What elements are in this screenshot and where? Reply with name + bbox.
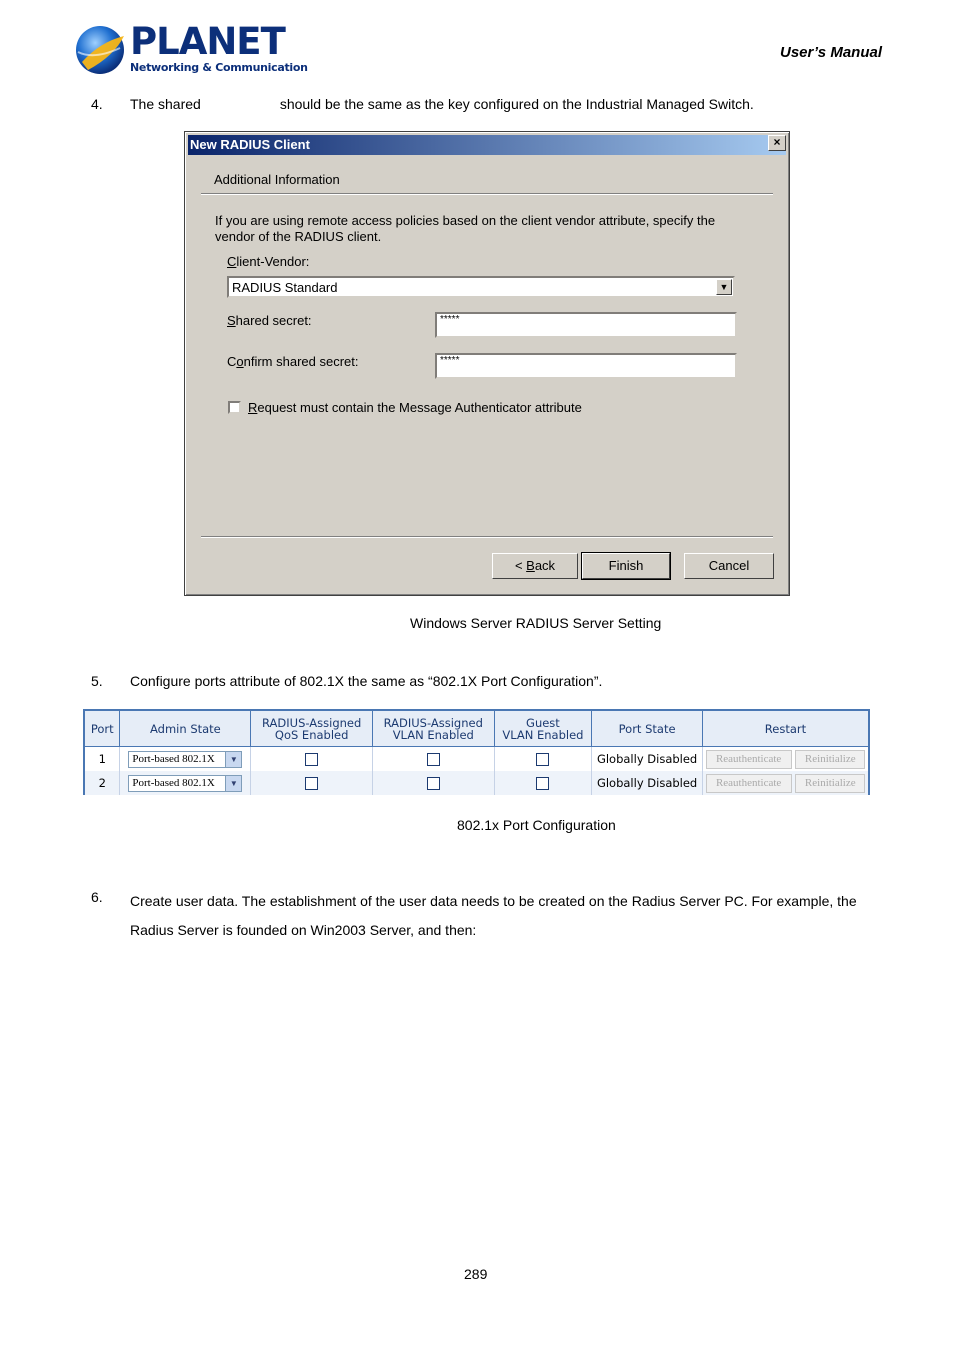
step-number: 4. [91, 96, 103, 112]
step-line: Create user data. The establishment of the user data needs to be created on the Radius Server PC. For example, the [130, 893, 857, 909]
divider [201, 193, 773, 195]
shared-secret-label [227, 313, 312, 328]
brand-name: PLANET [130, 20, 285, 63]
figure-caption: Windows Server RADIUS Server Setting [410, 615, 662, 631]
col-qos [251, 710, 373, 747]
col-port: Port [84, 710, 120, 747]
header-line: Guest [526, 715, 560, 730]
table-row [84, 747, 869, 772]
manual-label: User’s Manual [780, 44, 882, 61]
select-value: Port-based 802.1X [132, 776, 215, 789]
guest-cell [494, 747, 592, 772]
restart-cell [702, 771, 869, 795]
header-line: RADIUS-Assigned [383, 715, 483, 730]
col-admin-state: Admin State [120, 710, 251, 747]
new-radius-client-dialog [184, 131, 790, 596]
vlan-checkbox[interactable] [427, 753, 440, 766]
step-number: 5. [91, 673, 103, 689]
reauthenticate-button[interactable]: Reauthenticate [706, 774, 792, 793]
admin-state-select[interactable] [128, 775, 242, 792]
description-line: If you are using remote access policies based on the client vendor attribute, specify the [215, 213, 716, 228]
port-state: Globally Disabled [592, 771, 703, 795]
step-text [130, 887, 857, 945]
label-text: ack [534, 558, 556, 573]
step-number: 6. [91, 889, 103, 905]
mnemonic: S [227, 313, 236, 328]
confirm-secret-input[interactable]: ***** [435, 353, 737, 379]
qos-checkbox[interactable] [305, 753, 318, 766]
client-vendor-value: RADIUS Standard [232, 280, 338, 295]
close-icon[interactable]: × [768, 135, 786, 151]
vlan-cell [372, 747, 494, 772]
admin-state-cell [120, 747, 251, 772]
admin-state-cell [120, 771, 251, 795]
chevron-down-icon: ▼ [225, 776, 241, 791]
step-text [130, 94, 754, 114]
globe-icon [74, 22, 130, 78]
reauthenticate-button[interactable]: Reauthenticate [706, 750, 792, 769]
col-guest [494, 710, 592, 747]
dialog-description [215, 213, 715, 245]
step-text-b: should be the same as the key configured on the Industrial Managed Switch. [279, 96, 754, 112]
step-text: Configure ports attribute of 802.1X the same as “802.1X Port Configuration”. [130, 673, 603, 689]
table-header-row [84, 710, 869, 747]
cancel-button[interactable]: Cancel [684, 553, 774, 579]
reinitialize-button[interactable]: Reinitialize [795, 750, 865, 769]
label-text: hared secret: [235, 313, 312, 328]
col-vlan [372, 710, 494, 747]
header-line: QoS Enabled [274, 727, 349, 742]
dialog-title: New RADIUS Client [188, 135, 786, 155]
restart-cell [702, 747, 869, 772]
col-restart: Restart [702, 710, 869, 747]
finish-button[interactable]: Finish [582, 553, 670, 579]
message-authenticator-checkbox[interactable] [228, 401, 241, 414]
reinitialize-button[interactable]: Reinitialize [795, 774, 865, 793]
header-line: VLAN Enabled [392, 727, 474, 742]
vlan-cell [372, 771, 494, 795]
chevron-down-icon[interactable]: ▼ [716, 279, 732, 295]
col-port-state: Port State [592, 710, 703, 747]
client-vendor-select[interactable] [227, 276, 735, 298]
admin-state-select[interactable] [128, 751, 242, 768]
select-value: Port-based 802.1X [132, 752, 215, 765]
message-authenticator-label [248, 400, 582, 415]
guest-cell [494, 771, 592, 795]
figure-caption: 802.1x Port Configuration [457, 817, 616, 833]
description-line: vendor of the RADIUS client. [215, 229, 382, 244]
brand-tagline: Networking & Communication [130, 61, 308, 74]
mnemonic: B [526, 558, 535, 573]
port-config-table [83, 709, 870, 795]
mnemonic: o [236, 354, 244, 369]
vlan-checkbox[interactable] [427, 777, 440, 790]
guest-vlan-checkbox[interactable] [536, 777, 549, 790]
step-text-a: The shared [130, 96, 201, 112]
header-line: VLAN Enabled [502, 727, 584, 742]
port-state: Globally Disabled [592, 747, 703, 772]
port-number: 2 [84, 771, 120, 795]
qos-cell [251, 771, 373, 795]
confirm-secret-label [227, 354, 359, 369]
label-text: < [514, 558, 527, 573]
qos-checkbox[interactable] [305, 777, 318, 790]
qos-cell [251, 747, 373, 772]
guest-vlan-checkbox[interactable] [536, 753, 549, 766]
label-text: lient-Vendor: [236, 254, 310, 269]
chevron-down-icon: ▼ [225, 752, 241, 767]
divider [201, 536, 773, 538]
label-text: C [227, 354, 237, 369]
mnemonic: C [227, 254, 237, 269]
section-heading: Additional Information [214, 172, 340, 187]
table-row [84, 771, 869, 795]
header-line: RADIUS-Assigned [262, 715, 362, 730]
shared-secret-input[interactable]: ***** [435, 312, 737, 338]
mnemonic: R [248, 400, 258, 415]
back-button[interactable] [492, 553, 578, 579]
client-vendor-label [227, 254, 309, 269]
port-number: 1 [84, 747, 120, 772]
step-line: Radius Server is founded on Win2003 Server, and then: [130, 922, 477, 938]
label-text: nfirm shared secret: [243, 354, 359, 369]
page-number: 289 [464, 1266, 488, 1282]
label-text: equest must contain the Message Authenticator attribute [257, 400, 582, 415]
